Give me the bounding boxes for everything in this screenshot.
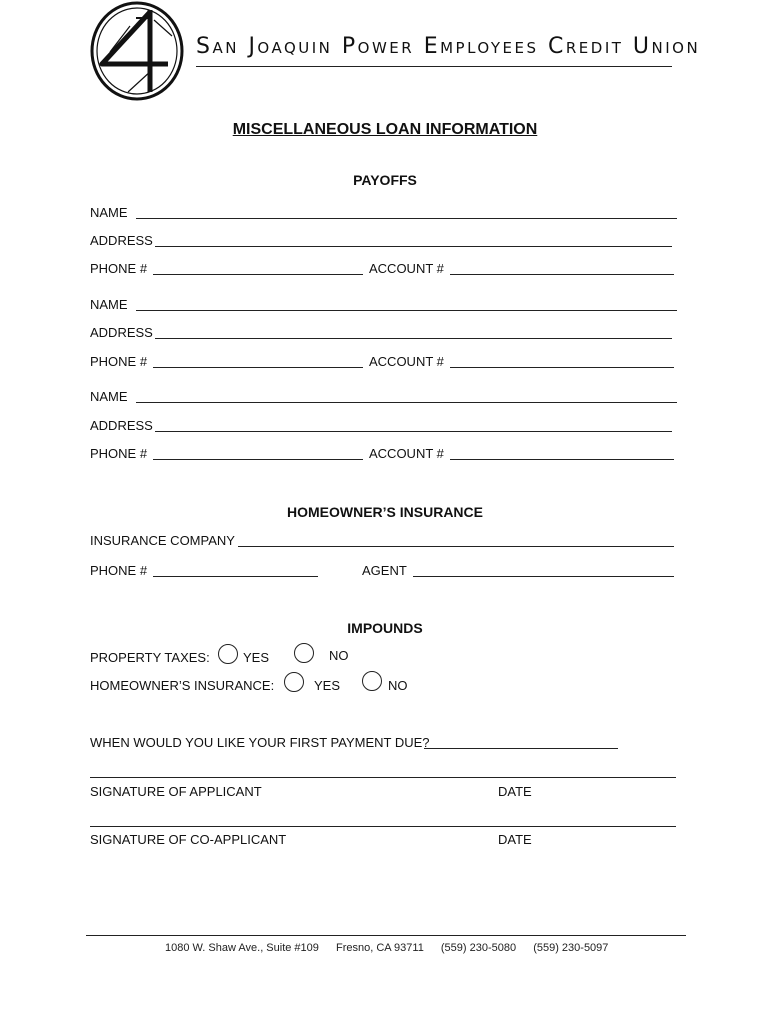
applicant-signature-label: SIGNATURE OF APPLICANT <box>90 784 262 799</box>
payoff-2-address-field[interactable] <box>155 338 672 339</box>
payoff-3-account-label: ACCOUNT # <box>369 446 444 461</box>
payoff-1-phone-field[interactable] <box>153 274 363 275</box>
footer <box>165 942 622 954</box>
applicant-date-label: DATE <box>498 784 532 799</box>
property-taxes-no-label: NO <box>329 648 349 663</box>
homeowners-no-label: NO <box>388 678 408 693</box>
footer-address: 1080 W. Shaw Ave., Suite #109 <box>165 942 319 954</box>
footer-rule <box>86 935 686 936</box>
insurance-heading: HOMEOWNER’S INSURANCE <box>286 504 483 520</box>
applicant-signature-line[interactable] <box>90 777 676 778</box>
homeowners-yes-radio[interactable] <box>284 672 304 692</box>
payoff-2-account-label: ACCOUNT # <box>369 354 444 369</box>
property-taxes-yes-radio[interactable] <box>218 644 238 664</box>
homeowners-yes-label: YES <box>314 678 341 693</box>
payoff-3-phone-field[interactable] <box>153 459 363 460</box>
first-payment-field[interactable] <box>424 748 618 749</box>
payoff-3-phone-label: PHONE # <box>90 446 148 461</box>
payoff-2-phone-label: PHONE # <box>90 354 148 369</box>
utility-pole-logo-icon <box>88 0 186 102</box>
property-taxes-no-radio[interactable] <box>294 643 314 663</box>
property-taxes-yes-label: YES <box>243 650 270 665</box>
payoff-3-account-field[interactable] <box>450 459 674 460</box>
payoffs-heading: PAYOFFS <box>353 172 417 188</box>
payoff-1-account-label: ACCOUNT # <box>369 261 444 276</box>
payoff-1-account-field[interactable] <box>450 274 674 275</box>
co-applicant-date-label: DATE <box>498 832 532 847</box>
insurance-phone-label: PHONE # <box>90 563 148 578</box>
payoff-2-name-label: NAME <box>90 297 128 312</box>
co-applicant-signature-line[interactable] <box>90 826 676 827</box>
footer-phone-1: (559) 230-5080 <box>440 942 517 954</box>
payoff-2-address-label: ADDRESS <box>90 325 153 340</box>
payoff-2-phone-field[interactable] <box>153 367 363 368</box>
page-title: MISCELLANEOUS LOAN INFORMATION <box>232 121 538 138</box>
payoff-1-address-label: ADDRESS <box>90 233 153 248</box>
footer-phone-2: (559) 230-5097 <box>533 942 609 954</box>
co-applicant-signature-label: SIGNATURE OF CO-APPLICANT <box>90 832 287 847</box>
homeowners-no-radio[interactable] <box>362 671 382 691</box>
insurance-company-label: INSURANCE COMPANY <box>90 533 235 548</box>
payoff-3-name-label: NAME <box>90 389 128 404</box>
footer-city: Fresno, CA 93711 <box>335 942 424 954</box>
insurance-agent-field[interactable] <box>413 576 674 577</box>
payoff-1-name-field[interactable] <box>136 218 677 219</box>
impounds-heading: IMPOUNDS <box>347 620 423 636</box>
insurance-phone-field[interactable] <box>153 576 318 577</box>
payoff-2-name-field[interactable] <box>136 310 677 311</box>
insurance-agent-label: AGENT <box>362 563 407 578</box>
org-name: San Joaquin Power Employees Credit Union <box>196 34 701 59</box>
payoff-1-address-field[interactable] <box>155 246 672 247</box>
insurance-company-field[interactable] <box>238 546 674 547</box>
payoff-2-account-field[interactable] <box>450 367 674 368</box>
homeowners-insurance-label: HOMEOWNER’S INSURANCE: <box>90 678 275 693</box>
payoff-3-address-label: ADDRESS <box>90 418 153 433</box>
payoff-1-phone-label: PHONE # <box>90 261 148 276</box>
payoff-3-name-field[interactable] <box>136 402 677 403</box>
first-payment-question: WHEN WOULD YOU LIKE YOUR FIRST PAYMENT DUE? <box>90 735 430 750</box>
property-taxes-label: PROPERTY TAXES: <box>90 650 210 665</box>
payoff-1-name-label: NAME <box>90 205 128 220</box>
payoff-3-address-field[interactable] <box>155 431 672 432</box>
header-rule <box>196 66 672 67</box>
